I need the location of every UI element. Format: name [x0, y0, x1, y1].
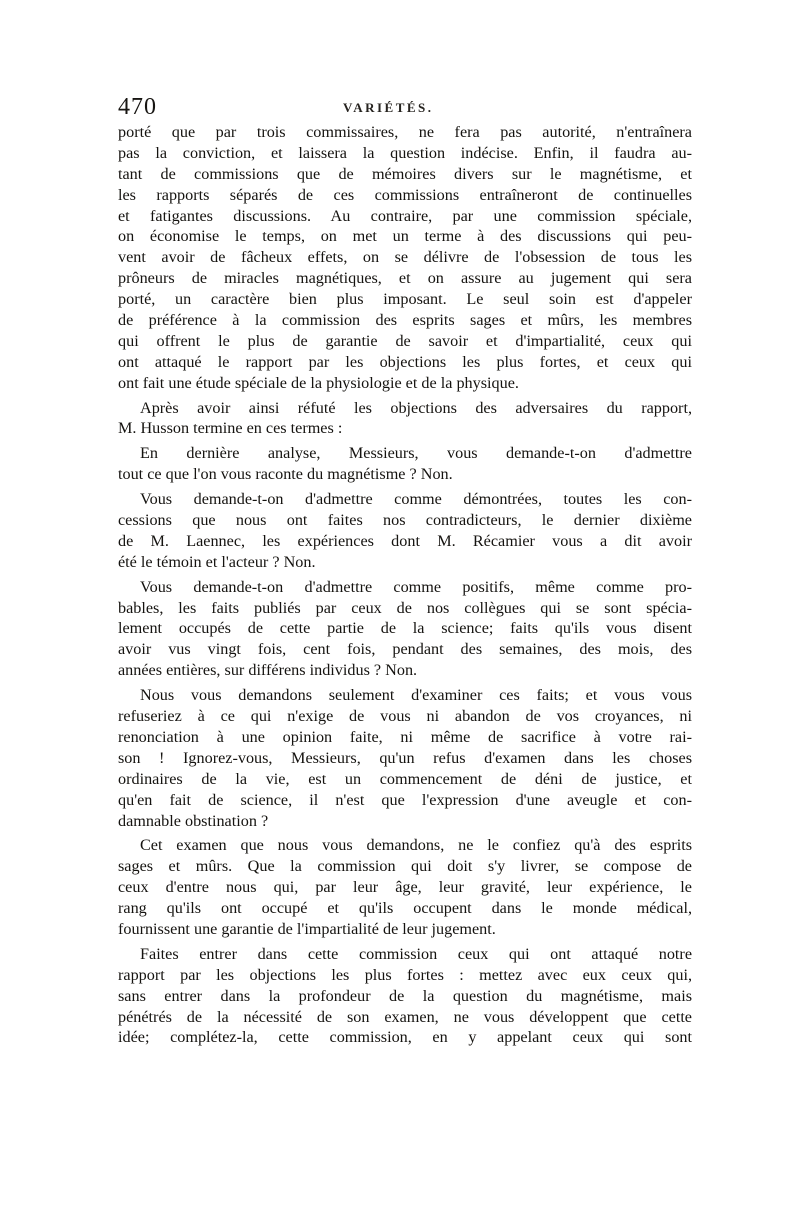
text-line: porté, un caractère bien plus imposant. Le seul soin est d'appeler [118, 290, 692, 309]
text-line: idée; complétez-la, cette commission, en y appelant ceux qui sont [118, 1028, 692, 1047]
text-line: on économise le temps, on met un terme à des discussions qui peu- [118, 227, 692, 246]
paragraph [118, 835, 692, 939]
paragraph [118, 443, 692, 485]
book-page [118, 92, 692, 1048]
text-line: de M. Laennec, les expériences dont M. Récamier vous a dit avoir [118, 531, 692, 550]
text-line: ceux d'entre nous qui, par leur âge, leur gravité, leur expérience, le [118, 878, 692, 897]
text-line: rang qu'ils ont occupé et qu'ils occupent dans le monde médical, [118, 899, 692, 918]
text-line: tant de commissions que de mémoires divers sur le magnétisme, et [118, 164, 692, 183]
text-line: ont fait une étude spéciale de la physiologie et de la physique. [118, 373, 519, 392]
running-head [118, 92, 692, 122]
text-line: Nous vous demandons seulement d'examiner ces faits; et vous vous [140, 686, 692, 705]
text-line: bables, les faits publiés par ceux de nos collègues qui se sont spécia- [118, 598, 692, 617]
text-line: qui offrent le plus de garantie de savoir et d'impartialité, ceux qui [118, 331, 692, 350]
text-line: renonciation à une opinion faite, ni même de sacrifice à votre rai- [118, 727, 692, 746]
paragraph [118, 122, 692, 394]
text-line: Vous demande-t-on d'admettre comme démontrées, toutes les con- [140, 490, 692, 509]
text-line: vent avoir de fâcheux effets, on se délivre de l'obsession de tous les [118, 248, 692, 267]
text-line: fournissent une garantie de l'impartialité de leur jugement. [118, 919, 496, 938]
text-line: damnable obstination ? [118, 811, 269, 830]
text-line: Vous demande-t-on d'admettre comme positifs, même comme pro- [140, 577, 692, 596]
paragraph [118, 398, 692, 440]
paragraph [118, 489, 692, 573]
text-line: les rapports séparés de ces commissions entraîneront de continuelles [118, 185, 692, 204]
body-text [118, 122, 692, 1048]
running-title: VARIÉTÉS. [343, 100, 434, 115]
text-line: ont attaqué le rapport par les objections les plus fortes, et ceux qui [118, 352, 692, 371]
text-line: prôneurs de miracles magnétiques, et on assure au jugement qui sera [118, 269, 692, 288]
text-line: refuseriez à ce qui n'exige de vous ni abandon de vos croyances, ni [118, 707, 692, 726]
text-line: avoir vus vingt fois, cent fois, pendant des semaines, des mois, des [118, 640, 692, 659]
text-line: porté que par trois commissaires, ne fera pas autorité, n'entraînera [118, 123, 692, 141]
text-line: Cet examen que nous vous demandons, ne le confiez qu'à des esprits [140, 836, 692, 855]
text-line: pas la conviction, et laissera la question indécise. Enfin, il faudra au- [118, 143, 692, 162]
text-line: tout ce que l'on vous raconte du magnétisme ? Non. [118, 465, 453, 484]
paragraph [118, 577, 692, 681]
text-line: pénétrés de la nécessité de son examen, ne vous développent que cette [118, 1007, 692, 1026]
text-line: sans entrer dans la profondeur de la question du magnétisme, mais [118, 986, 692, 1005]
text-line: lement occupés de cette partie de la science; faits qu'ils vous disent [118, 619, 692, 638]
text-line: son ! Ignorez-vous, Messieurs, qu'un refus d'examen dans les choses [118, 748, 692, 767]
text-line: et fatigantes discussions. Au contraire, par une commission spéciale, [118, 206, 692, 225]
text-line: rapport par les objections les plus fortes : mettez avec eux ceux qui, [118, 965, 692, 984]
paragraph [118, 944, 692, 1048]
text-line: Après avoir ainsi réfuté les objections des adversaires du rapport, [140, 398, 692, 417]
text-line: cessions que nous ont faites nos contradicteurs, le dernier dixième [118, 511, 692, 530]
text-line: sages et mûrs. Que la commission qui doit s'y livrer, se compose de [118, 857, 692, 876]
text-line: M. Husson termine en ces termes : [118, 419, 343, 438]
text-line: été le témoin et l'acteur ? Non. [118, 552, 316, 571]
text-line: Faites entrer dans cette commission ceux qui ont attaqué notre [140, 944, 692, 963]
paragraph [118, 685, 692, 831]
text-line: qu'en fait de science, il n'est que l'expression d'une aveugle et con- [118, 790, 692, 809]
text-line: En dernière analyse, Messieurs, vous demande-t-on d'admettre [140, 444, 692, 463]
text-line: années entières, sur différens individus ? Non. [118, 661, 418, 680]
text-line: ordinaires de la vie, est un commencement de déni de justice, et [118, 769, 692, 788]
page-number: 470 [118, 94, 157, 120]
text-line: de préférence à la commission des esprits sages et mûrs, les membres [118, 311, 692, 330]
